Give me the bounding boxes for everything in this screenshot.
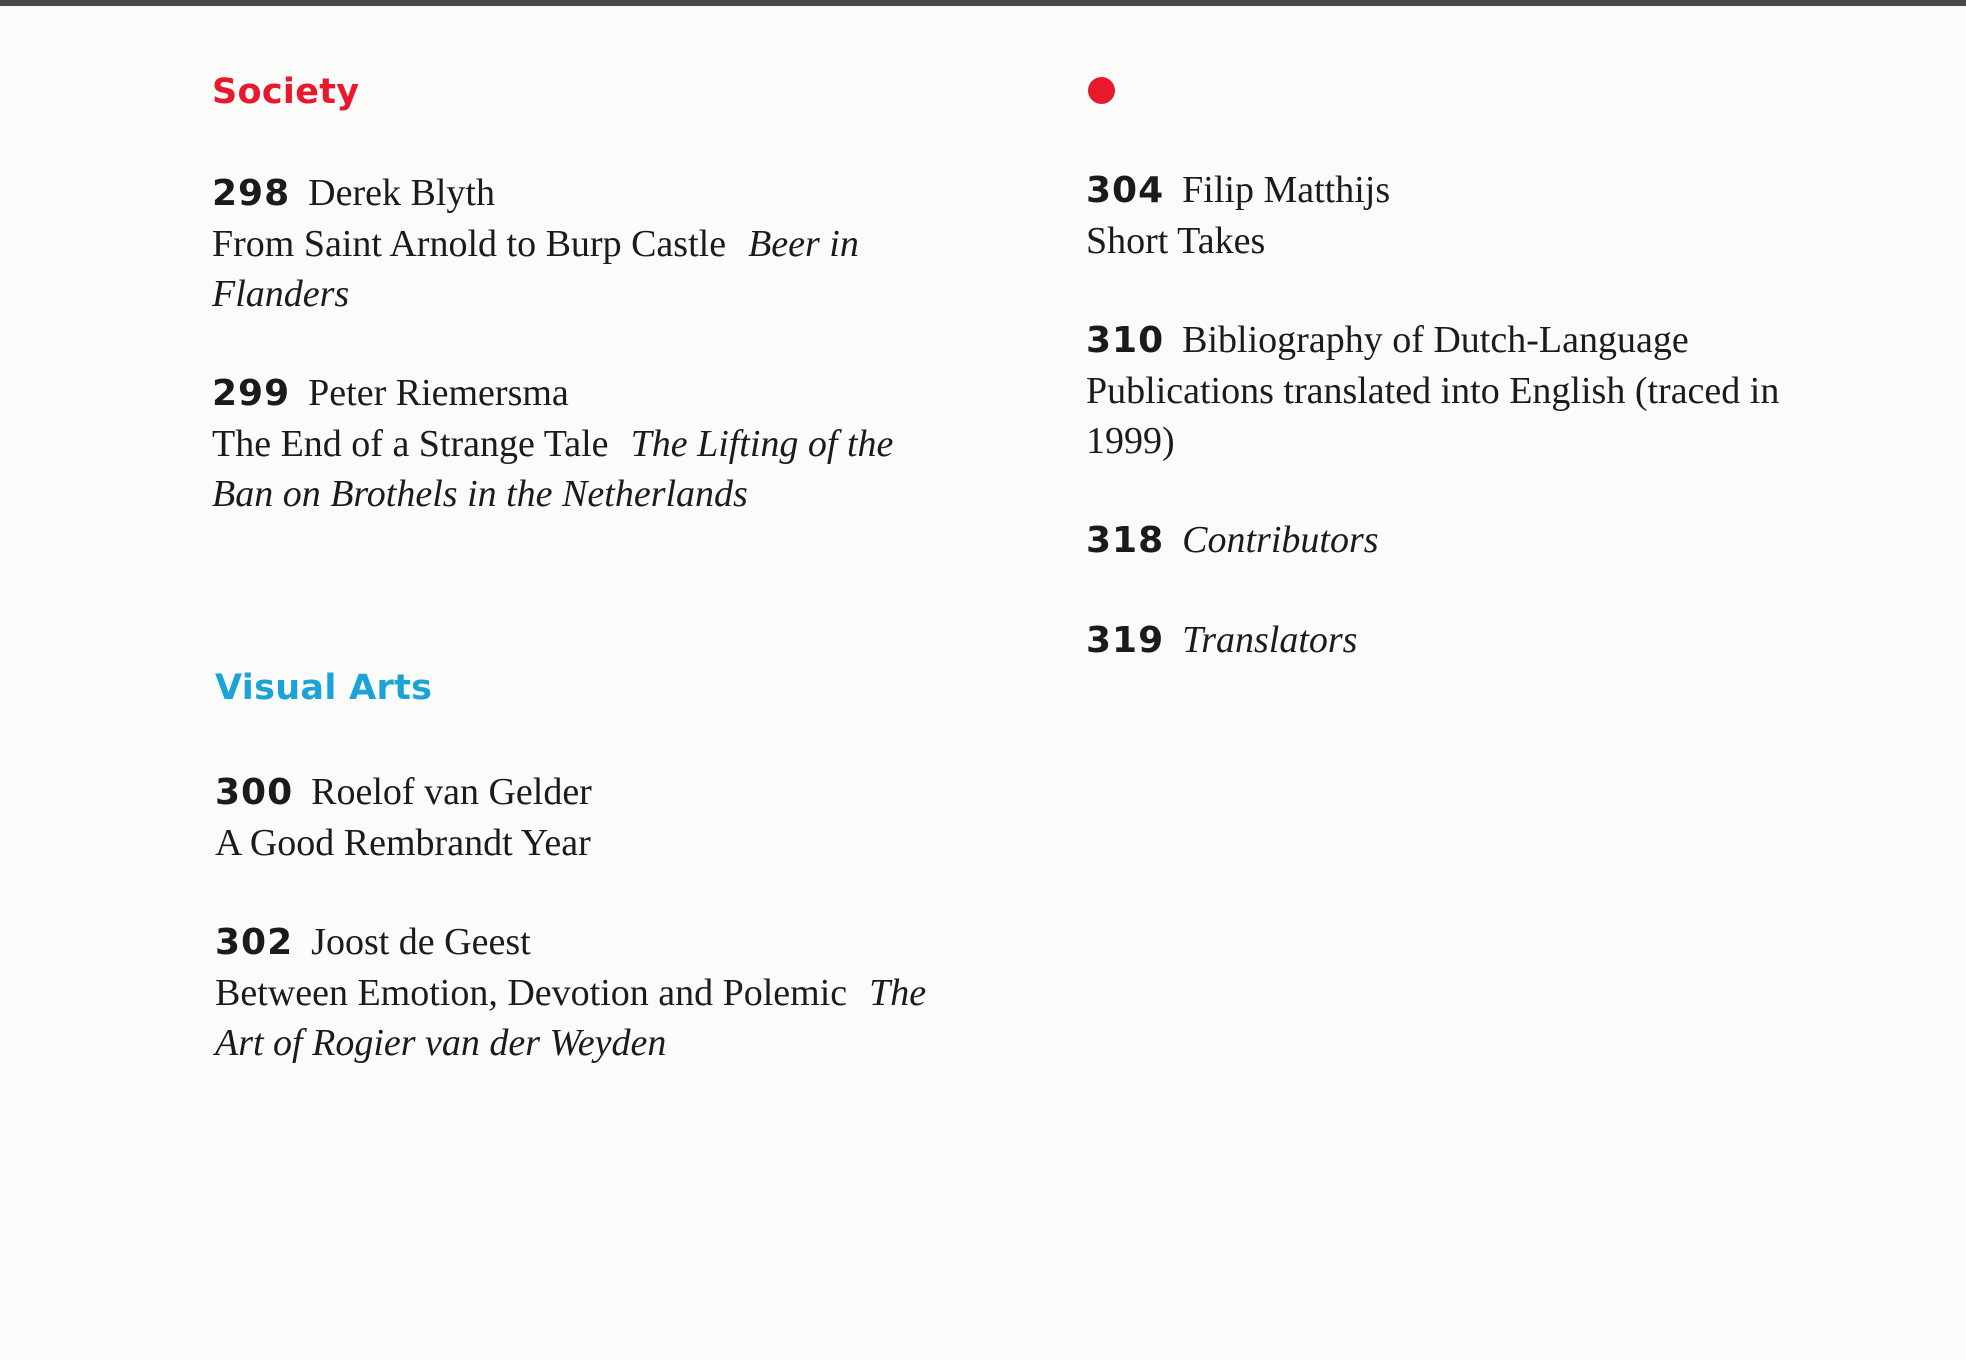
entry-author: Roelof van Gelder bbox=[311, 771, 592, 813]
entry-subtitle: Beer in bbox=[748, 223, 859, 265]
entry-title-line bbox=[212, 219, 859, 269]
page-number: 318 bbox=[1086, 520, 1165, 561]
toc-entry-310[interactable] bbox=[1086, 315, 1779, 466]
entry-header bbox=[212, 368, 893, 419]
section-heading-visual-arts: Visual Arts bbox=[215, 668, 433, 708]
entry-header bbox=[1086, 315, 1779, 366]
entry-title: The End of a Strange Tale bbox=[212, 423, 609, 465]
toc-entry-300[interactable] bbox=[215, 767, 592, 868]
entry-title-line bbox=[215, 968, 926, 1018]
entry-title: Between Emotion, Devotion and Polemic bbox=[215, 972, 848, 1014]
entry-header bbox=[212, 168, 859, 219]
page-number: 300 bbox=[215, 772, 294, 813]
entry-header bbox=[215, 767, 592, 818]
toc-entry-302[interactable] bbox=[215, 917, 926, 1068]
toc-entry-304[interactable] bbox=[1086, 165, 1390, 266]
page-number: 299 bbox=[212, 373, 291, 414]
entry-title: From Saint Arnold to Burp Castle bbox=[212, 223, 727, 265]
toc-entry-299[interactable] bbox=[212, 368, 893, 519]
page-number: 304 bbox=[1086, 170, 1165, 211]
entry-author: Derek Blyth bbox=[308, 172, 495, 214]
section-marker-dot bbox=[1088, 77, 1115, 104]
entry-author: Joost de Geest bbox=[311, 921, 531, 963]
toc-entry-319[interactable] bbox=[1086, 615, 1357, 666]
page-number: 310 bbox=[1086, 320, 1165, 361]
toc-entry-298[interactable] bbox=[212, 168, 859, 319]
entry-subtitle: The Lifting of the bbox=[630, 423, 894, 465]
entry-subtitle-continued: Art of Rogier van der Weyden bbox=[215, 1022, 667, 1064]
page-number: 302 bbox=[215, 922, 294, 963]
entry-title-line bbox=[212, 419, 893, 469]
entry-title: Contributors bbox=[1182, 519, 1379, 561]
entry-header bbox=[215, 917, 926, 968]
top-edge-rule bbox=[0, 0, 1966, 6]
entry-subtitle-continued: Flanders bbox=[212, 273, 350, 315]
section-heading-society: Society bbox=[212, 72, 360, 112]
entry-header bbox=[1086, 165, 1390, 216]
entry-title: Short Takes bbox=[1086, 220, 1266, 262]
page-number: 298 bbox=[212, 173, 291, 214]
entry-title-continued: Publications translated into English (traced in bbox=[1086, 370, 1780, 412]
entry-header bbox=[1086, 515, 1379, 566]
entry-title: Bibliography of Dutch-Language bbox=[1182, 319, 1689, 361]
entry-title: Translators bbox=[1182, 619, 1358, 661]
entry-author: Filip Matthijs bbox=[1182, 169, 1391, 211]
entry-subtitle-continued: Ban on Brothels in the Netherlands bbox=[212, 473, 748, 515]
entry-author: Peter Riemersma bbox=[308, 372, 569, 414]
entry-title: A Good Rembrandt Year bbox=[215, 822, 591, 864]
entry-header bbox=[1086, 615, 1357, 666]
toc-entry-318[interactable] bbox=[1086, 515, 1379, 566]
page-number: 319 bbox=[1086, 620, 1165, 661]
entry-subtitle: The bbox=[869, 972, 927, 1014]
entry-title-continued: 1999) bbox=[1086, 420, 1175, 462]
